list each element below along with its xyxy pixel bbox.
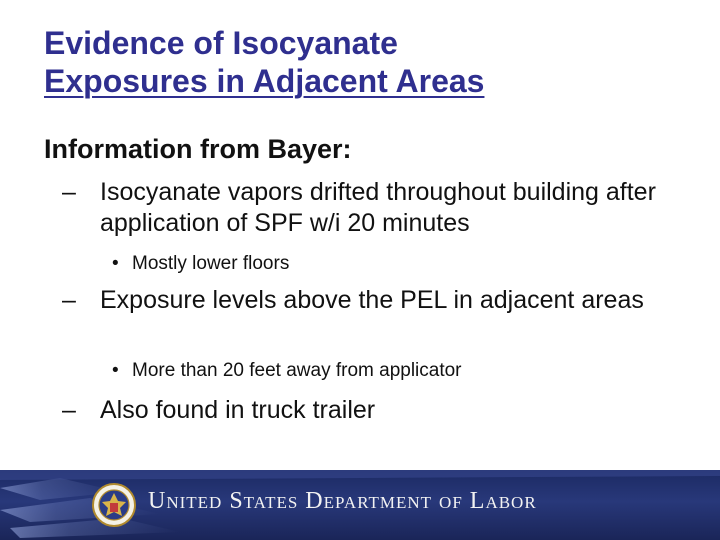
bullet-text: Exposure levels above the PEL in adjacent areas [100,286,644,314]
bullet-text: Also found in truck trailer [100,396,376,424]
dash-marker: – [62,396,76,424]
department-name: United States Department of Labor [148,488,537,514]
bullet-dot-marker: • [112,360,119,381]
section-heading: Information from Bayer: [44,134,352,164]
title-line-2: Exposures in Adjacent Areas [44,63,485,99]
dash-marker: – [62,286,76,314]
sub-bullet-item-1 [112,252,672,276]
bullet-dot-marker: • [112,253,119,274]
sub-bullet-text: Mostly lower floors [132,253,290,274]
bullet-item-2 [62,285,682,316]
sub-bullet-item-2 [112,359,672,383]
dol-seal-icon [92,483,136,527]
bullet-text: Isocyanate vapors drifted throughout building after application of SPF w/i 20 minutes [100,178,656,237]
sub-bullet-text: More than 20 feet away from applicator [132,360,462,381]
slide-title [44,24,684,100]
bullet-item-1 [62,177,682,239]
title-line-1: Evidence of Isocyanate [44,25,398,61]
dash-marker: – [62,178,76,206]
bullet-item-3 [62,395,682,426]
